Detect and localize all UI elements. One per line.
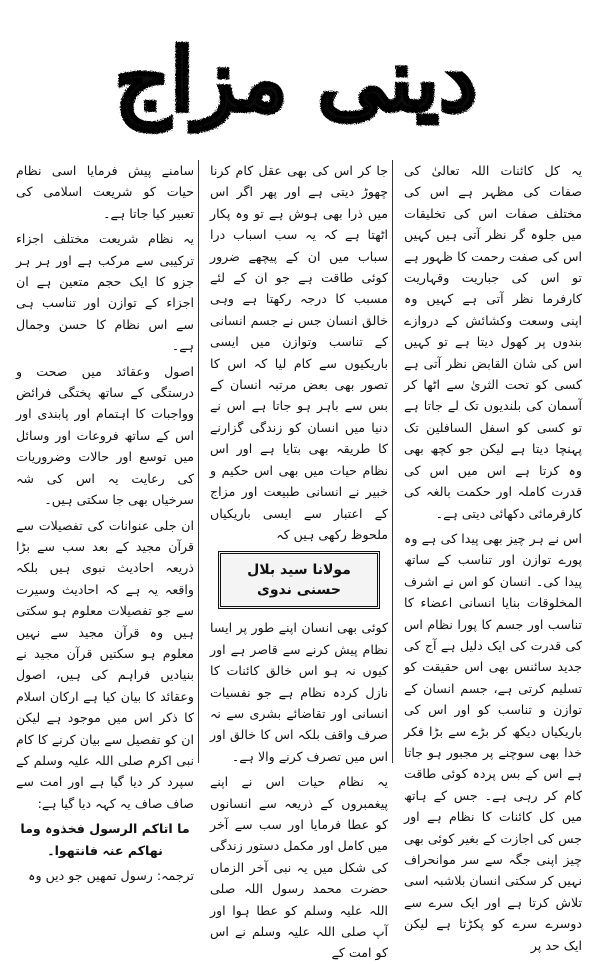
paragraph: سامنے پیش فرمایا اسی نظام حیات کو شریعت اسلامی کی تعبیر کیا جاتا ہے۔ (16, 163, 194, 221)
paragraph: یہ کل کائنات اللہ تعالیٰ کی صفات کی مظہر ہے اس کی مختلف صفات اس کی تخلیقات میں جلوہ گر نظر آتی ہیں کہیں اس کی صفت رحمت کا ظہور ہے تو اس کی جباریت وقہاریت کارفرما نظر آتی ہے کہیں وہ اپنی وسعت وکشائش کے دروازے بندوں پر کھول دیتا ہے تو کہیں اس کی شان القابض نظر آتی ہے کسی کو تحت الثریٰ سے اٹھا کر آسمان کی بلندیوں تک لے جاتا ہے تو کسی کو اسفل السافلین تک پہنچا دیتا ہے لیکن جو کچھ بھی وہ کرتا ہے اس میں اس کی قدرت کاملہ اور حکمت بالغہ کی کارفرمائی دکھائی دیتی ہے۔ (404, 163, 582, 521)
article-column-middle (210, 160, 388, 961)
paragraph: اس نے ہر چیز بھی پیدا کی ہے وہ پورے توازن اور تناسب کے ساتھ پیدا کی۔ انسان کو اس نے اشرف المخلوقات بنایا انسانی اعضاء کا تناسب اور جسم کا پورا نظام اس کی قدرت کی ایک دلیل ہے آج کی جدید سائنس بھی اس حقیقت کو تسلیم کرتی ہے، جسم انسان کے توازن و تناسب کو اور اس کی باریکیاں دیکھ کر بڑے سے بڑا فکر خدا بھی سوچنے پر مجبور ہو جاتا ہے اس کے بس پردہ کوئی طاقت کام کر رہی ہے۔ جس کے ہاتھ میں کل کائنات کا نظام ہے اور جس کی اجازت کے بغیر کوئی بھی چیز اپنی جگہ سے سر موانحراف نہیں کر سکتی انسان بلاشبہ اسی تلاش کرتا ہے اور ایک سرے سے دوسرے سرے کو پکڑتا ہے لیکن ایک حد پر (404, 530, 582, 953)
paragraph: ان جلی عنوانات کی تفصیلات سے قرآن مجید کے بعد سب سے بڑا ذریعہ احادیث نبوی ہیں بلکہ واقعہ یہ ہے کہ احادیث وسیرت سے جو تفصیلات معلوم ہو سکتی ہیں وہ قرآن مجید سے نہیں معلوم ہو سکتیں قرآن مجید نے بنیادیں فراہم کی ہیں، اصول وعقائد کا بیان کیا ہے ارکان اسلام کا ذکر اس میں موجود ہے لیکن ان کو تفصیل سے بیان کرنے کا کام نبی اکرم صلی اللہ علیہ وسلم کے سپرد کر دیا گیا ہے اور امت سے صاف صاف یہ کہہ دیا گیا ہے: (16, 517, 194, 811)
masthead-title-art (62, 6, 530, 146)
paragraph: یہ نظام حیات اس نے اپنے پیغمبروں کے ذریعہ سے انسانوں کو عطا فرمایا اور سب سے آخر میں کامل اور مکمل دستور زندگی کی شکل میں یہ نبی آخر الزماں حضرت محمد رسول اللہ صلی اللہ علیہ وسلم کو عطا ہوا اور آپ صلی اللہ علیہ وسلم نے اس کو امت کے (210, 774, 388, 961)
paragraph: یہ نظام شریعت مختلف اجزاء ترکیبی سے مرکب ہے اور ہر ہر جزو کا ایک حجم متعین ہے ان اجزاء کے توازن اور تناسب ہی سے اس نظام کا حسن وجمال ہے۔ (16, 231, 194, 354)
translation-line: ترجمہ: رسول تمھیں جو دیں وہ (28, 868, 194, 883)
article-column-right (404, 160, 582, 953)
masthead-title: دینی مزاج (114, 30, 478, 131)
column-divider (392, 160, 393, 763)
masthead (62, 6, 530, 146)
column-divider (198, 160, 199, 763)
author-byline: مولانا سید بلال حسنی ندوی (218, 551, 380, 609)
paragraph: جا کر اس کی بھی عقل کام کرنا چھوڑ دیتی ہے اور پھر اگر اس میں ذرا بھی ہوش ہے تو وہ پکار اٹھتا ہے کہ یہ سب اسباب درا سباب میں ان کے پیچھے ضرور کوئی طاقت ہے جو ان کے لئے مسبب کا درجہ رکھتا ہے وہی خالق انسان جس نے جسم انسانی کے تناسب وتوازن میں ایسی باریکیوں سے کام لیا کہ اس کا تصور بھی بعض مرتبہ انسان کے بس سے باہر ہو جاتا ہے اس نے دنیا میں انسان کو زندگی گزارنے کا طریقہ بھی بتایا ہے اور اس نظام حیات میں بھی اس حکیم و خبیر نے انسانی طبیعت اور مزاج کے اعتبار سے ایسی باریکیاں ملحوظ رکھی ہیں کہ (210, 163, 388, 542)
article-column-left (16, 160, 194, 883)
paragraph: کوئی بھی انسان اپنے طور پر ایسا نظام پیش کرنے سے قاصر ہے اور کیوں نہ ہو اس خالق کائنات کا نازل کردہ نظام ہے جو نفسیات انسانی اور تقاضائے بشری سے نہ صرف واقف بلکہ اس کا خالق اور اس میں تصرف کرنے والا ہے۔ (210, 620, 388, 764)
quranic-verse: ما اتاکم الرسول فخذوہ وما نھاکم عنہ فانتھوا۔ (20, 821, 190, 858)
paragraph: اصول وعقائد میں صحت و درستگی کے ساتھ پختگی فرائض وواجبات کا اہتمام اور پابندی اور اس کے ساتھ فروعات اور وسائل میں توسع اور حالات وضروریات کی رعایت یہ اس کی شہ سرخیاں بھی جا سکتی ہیں۔ (16, 363, 194, 508)
